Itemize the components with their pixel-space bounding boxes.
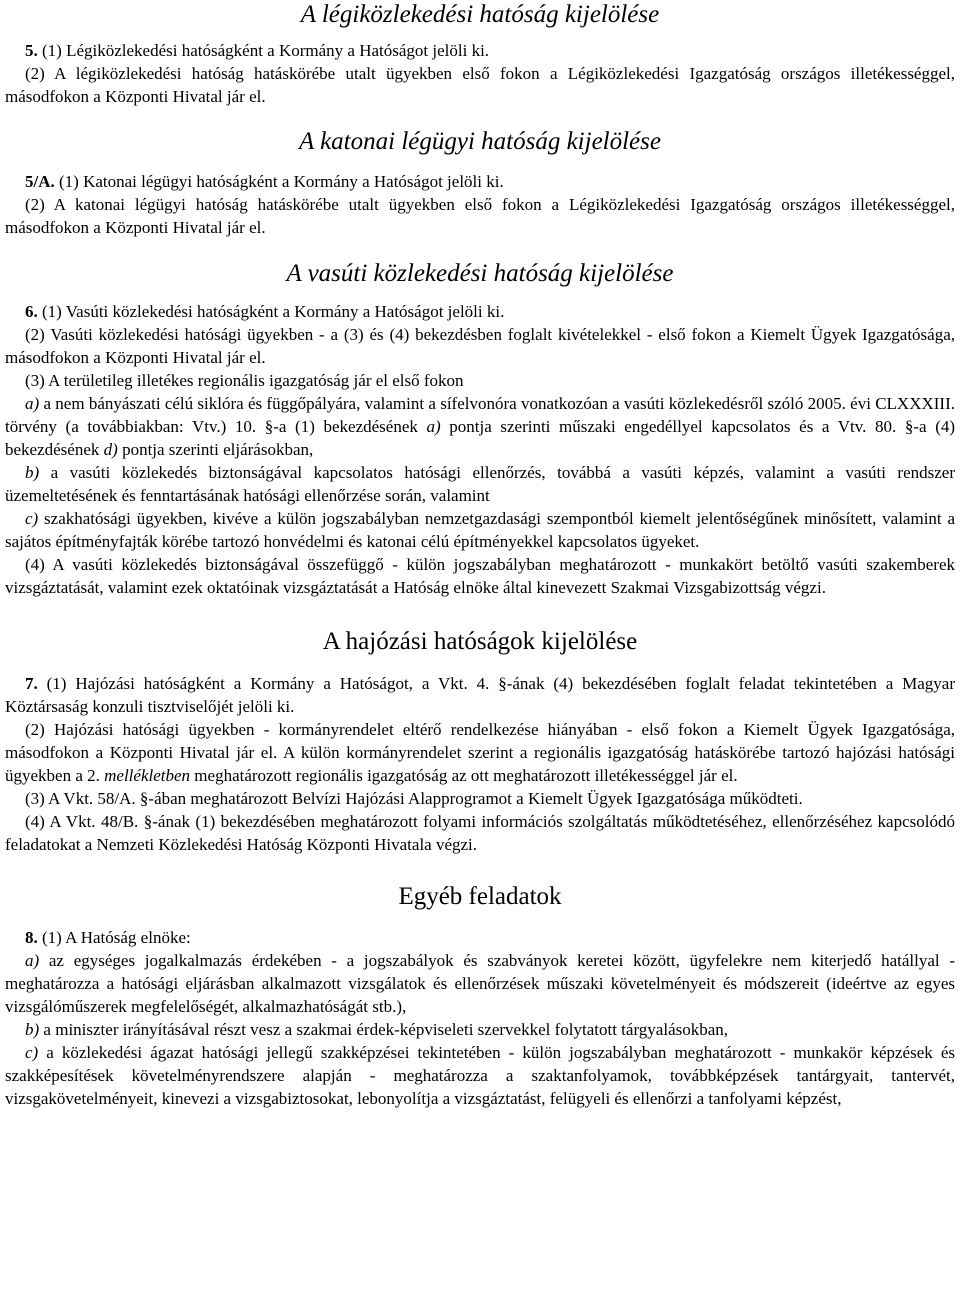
item-label: c) [25,509,39,528]
item-label: a) [25,394,40,413]
paragraph: (4) A vasúti közlekedés biztonságával összefüggő - külön jogszabályban meghatározott - munkakört betöltő vasúti szakemberek vizsgáztatását, valamint ezek oktatóinak vizsgáztatását a Hatóság elnöke által kinevezett Szakmai Vizsgabizottság végzi. [5,555,955,597]
section-title: A hajózási hatóságok kijelölése [322,628,638,655]
item-text: a vasúti közlekedés biztonságával kapcsolatos hatósági ellenőrzés, továbbá a vasúti képzés, valamint a vasúti rendszer üzemeltetésének és fenntartásának hatósági ellenőrzése során, valamint [5,463,955,505]
paragraph: (4) A Vkt. 48/B. §-ának (1) bekezdésében meghatározott folyami információs szolgáltatás működtetéséhez, ellenőrzéséhez kapcsolódó feladatokat a Nemzeti Közlekedési Hatóság Központi Hivatala végzi. [5,812,955,854]
section-title: A katonai légügyi hatóság kijelölése [299,128,661,155]
item-ref: d) [103,440,118,459]
paragraph: (2) A katonai légügyi hatóság hatáskörébe utalt ügyekben első fokon a Légiközlekedési Igazgatóság országos illetékességgel, másodfokon a Központi Hivatal jár el. [5,195,955,237]
paragraph: (2) A légiközlekedési hatóság hatáskörébe utalt ügyekben első fokon a Légiközlekedési Igazgatóság országos illetékességgel, másodfokon a Központi Hivatal jár el. [5,64,955,106]
paragraph-text: (1) Katonai légügyi hatóságként a Kormány a Hatóságot jelöli ki. [59,172,504,191]
section-title: Egyéb feladatok [398,883,562,910]
item-text: a közlekedési ágazat hatósági jellegű szakképzései tekintetében - külön jogszabályban meghatározott - munkakör képzések és szakképesítések követelményrendszere alapján - meghatározza a szaktanfolyamok, továbbképzések tantárgyait, tantervét, vizsgakövetelményeit, kinevezi a vizsgabiztosokat, lebonyolítja a vizsgáztatást, felügyeli és ellenőrzi a tanfolyami képzést, [5,1043,955,1108]
list-item-b [5,1018,955,1041]
item-label: a) [25,951,40,970]
paragraph-text: (1) Hajózási hatóságként a Kormány a Hatóságot, a Vkt. 4. §-ának (4) bekezdésében foglalt feladat tekintetében a Magyar Köztársaság konzuli tisztviselőjét jelöli ki. [5,674,956,716]
section-number: 5. [25,41,38,60]
item-text: pontja szerinti műszaki engedéllyel kapcsolatos és a Vtv. 80. §-a (4) bekezdésének [5,417,956,459]
paragraph [5,718,955,787]
paragraph [5,39,955,62]
paragraph-text: (2) Hajózási hatósági ügyekben - kormányrendelet eltérő rendelkezése hiányában - első fokon a Kiemelt Ügyek Igazgatósága, másodfokon a Központi Hivatal jár el. A külön kormányrendelet szerint a regionális igazgatóság hatáskörébe tartozó hajózási hatósági ügyekben a 2. [5,720,955,785]
paragraph-text: (1) Vasúti közlekedési hatóságként a Kormány a Hatóságot jelöli ki. [42,302,505,321]
section-number: 5/A. [25,172,55,191]
item-text: az egységes jogalkalmazás érdekében - a jogszabályok és szabványok keretei között, ügyfelekre nem kiterjedő hatállyal - meghatározza a hatósági eljárásban alkalmazott vizsgálatok és ellenőrzések műszaki követelményeit és módszereit (ideértve az egyes vizsgálóműszerek megfelelőségét, alkalmazhatóságát stb.), [5,951,955,1016]
section-military-aviation [5,127,955,239]
section-railway [5,259,955,599]
item-label: b) [25,463,40,482]
item-text: szakhatósági ügyekben, kivéve a külön jogszabályban nemzetgazdasági szempontból kiemelt jelentőségűnek minősített, valamint a sajátos építményfajták körébe tartozó honvédelmi és katonai célú építményekkel kapcsolatos ügyeket. [5,509,955,551]
section-number: 7. [25,674,38,693]
paragraph: (2) Vasúti közlekedési hatósági ügyekben - a (3) és (4) bekezdésben foglalt kivételekkel - első fokon a Kiemelt Ügyek Igazgatósága, másodfokon a Központi Hivatal jár el. [5,325,955,367]
annex-ref: mellékletben [104,766,191,785]
section-title: A vasúti közlekedési hatóság kijelölése [286,260,674,287]
paragraph-text: meghatározott regionális igazgatóság az ott meghatározott illetékességgel jár el. [190,766,738,785]
paragraph: (3) A területileg illetékes regionális igazgatóság jár el első fokon [25,371,464,390]
section-shipping [5,627,955,856]
section-air-transport [5,0,955,108]
paragraph-text: (1) Légiközlekedési hatóságként a Kormány a Hatóságot jelöli ki. [42,41,490,60]
list-item-c [5,507,955,553]
item-label: b) [25,1020,40,1039]
list-item-b [5,461,955,507]
item-text: a nem bányászati célú siklóra és függőpályára, valamint a sífelvonóra vonatkozóan a vasúti közlekedésről szóló 2005. évi CLXXXIII. törvény (a továbbiakban: Vtv.) 10. §-a (1) bekezdésének [5,394,955,436]
section-other-tasks [5,882,955,1110]
paragraph [5,170,955,193]
paragraph [5,926,955,949]
item-ref: a) [426,417,441,436]
item-label: c) [25,1043,39,1062]
item-text: pontja szerinti eljárásokban, [117,440,314,459]
list-item-a [5,392,955,461]
list-item-a [5,949,955,1018]
section-number: 8. [25,928,38,947]
paragraph [5,672,955,718]
section-title: A légiközlekedési hatóság kijelölése [300,1,660,28]
paragraph: (3) A Vkt. 58/A. §-ában meghatározott Belvízi Hajózási Alapprogramot a Kiemelt Ügyek Igazgatósága működteti. [25,789,803,808]
item-text: a miniszter irányításával részt vesz a szakmai érdek-képviseleti szervekkel folytatott tárgyalásokban, [39,1020,729,1039]
list-item-c [5,1041,955,1110]
section-number: 6. [25,302,38,321]
paragraph [5,300,955,323]
paragraph-text: (1) A Hatóság elnöke: [42,928,191,947]
